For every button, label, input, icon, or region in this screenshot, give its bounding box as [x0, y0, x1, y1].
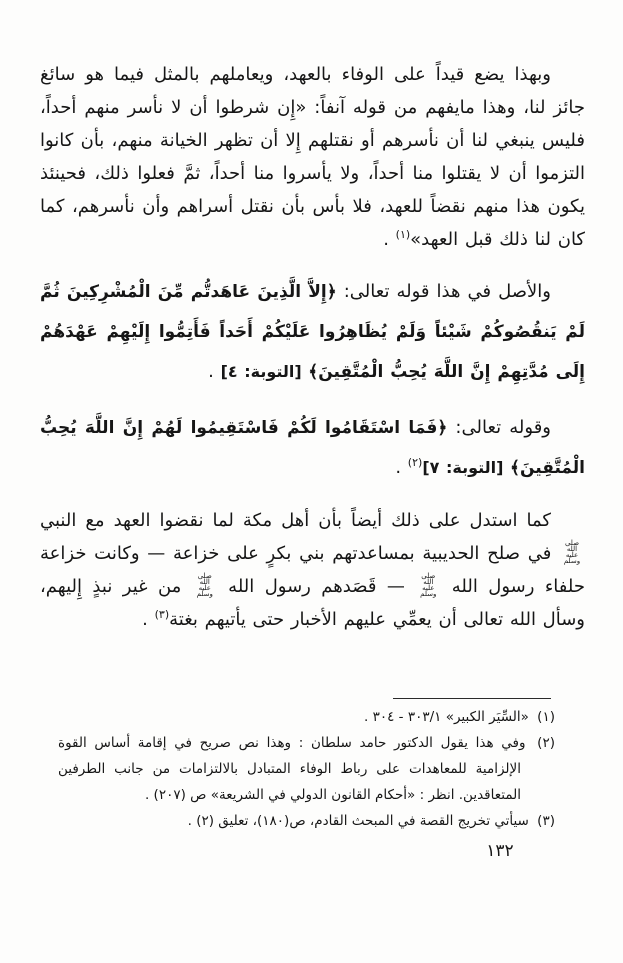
footnote-number: (٣) — [537, 813, 555, 829]
footnote-3 — [58, 808, 555, 834]
body-text: وقوله تعالى: — [447, 417, 551, 438]
surah-reference: [التوبة: ٤] — [220, 362, 309, 381]
footnote-marker-ref: (١) — [395, 228, 411, 241]
paragraph-hudaybiyyah — [40, 504, 585, 636]
body-text-block — [40, 58, 585, 650]
body-text: . — [383, 229, 396, 250]
footnote-separator-rule — [393, 698, 551, 699]
footnote-1 — [58, 704, 555, 730]
page-number: ١٣٢ — [486, 841, 514, 861]
body-text: وبهذا يضع قيداً على الوفاء بالعهد، ويعاملهم بالمثل فيما هو سائغ جائز لنا، وهذا مايفهم من قوله آنفاً: «إِن شرطوا أن لا نأسر منهم أحداً، فليس ينبغي لنا أن نأسرهم أو نقتلهم إِلا أن تظهر الخيانة منهم، بأن كانوا التزموا أن لا يقتلوا منا أحداً، ولا يأسروا منا أحداً، ثمَّ فعلوا ذلك، فحينئذ يكون هذا منهم نقضاً للعهد، فلا بأس بأن نقتل أسراهم وأن نأسرهم، كما كان لنا ذلك قبل العهد» — [40, 64, 585, 250]
paragraph-quran-tawbah-7 — [40, 408, 585, 488]
footnotes-block — [58, 704, 555, 834]
body-text: في صلح الحديبية بمساعدتهم بني بكرٍ على خزاعة — وكانت خزاعة حلفاء رسول الله — [40, 543, 585, 597]
quran-verse: ﴿فَمَا اسْتَقَامُوا لَكُمْ فَاسْتَقِيمُوا لَهُمْ إِنَّ اللَّهَ يُحِبُّ الْمُتَّقِينَ﴾ — [40, 418, 585, 478]
paragraph-commentary-treaty — [40, 58, 585, 256]
footnote-number: (١) — [537, 709, 555, 725]
footnote-marker-ref: (٣) — [154, 608, 170, 621]
footnote-number: (٢) — [537, 735, 555, 751]
pbuh-seal: صلى الله عليه وسلم — [420, 572, 437, 598]
paragraph-quran-tawbah-4 — [40, 272, 585, 392]
quran-verse: ﴿إِلاَّ الَّذِينَ عَاهَدتُّم مِّنَ الْمُشْرِكِينَ ثُمَّ لَمْ يَنقُصُوكُمْ شَيْئاً وَلَمْ يُظَاهِرُوا عَلَيْكُمْ أَحَداً فَأَتِمُّوا إِلَيْهِمْ عَهْدَهُمْ إِلَى مُدَّتِهِمْ إِنَّ اللَّهَ يُحِبُّ الْمُتَّقِينَ﴾ — [40, 282, 585, 382]
footnote-2 — [58, 730, 555, 808]
footnote-text: سيأتي تخريج القصة في المبحث القادم، ص(١٨٠)، تعليق (٢) . — [187, 813, 534, 829]
body-text: . — [395, 457, 408, 478]
body-text: من غير نبذٍ إِليهم، وسأل الله تعالى أن يعمِّي عليهم الأخبار حتى يأتيهم بغتة — [40, 576, 585, 630]
footnote-marker-ref: (٢) — [407, 456, 423, 469]
pbuh-seal: صلى الله عليه وسلم — [196, 572, 213, 598]
footnote-text: «السِّيَر الكبير» ٣٠٣/١ - ٣٠٤ . — [364, 709, 534, 725]
body-text: . — [142, 609, 155, 630]
surah-reference: [التوبة: ٧] — [422, 458, 511, 477]
pbuh-seal: صلى الله عليه وسلم — [563, 539, 581, 565]
body-text: . — [208, 361, 221, 382]
body-text: كما استدل على ذلك أيضاً بأن أهل مكة لما نقضوا العهد مع النبي — [40, 510, 551, 531]
footnote-text: وفي هذا يقول الدكتور حامد سلطان : وهذا نص صريح في إقامة أساس القوة الإلزامية للمعاهدات على رباط الوفاء المتبادل بالالتزامات من جانب الطرفين المتعاقدين. انظر : «أحكام القانون الدولي في الشريعة» ص (٢٠٧) . — [58, 735, 534, 803]
body-text: والأصل في هذا قوله تعالى: — [336, 281, 551, 302]
body-text: — قَصَدهم رسول الله — [217, 576, 416, 597]
